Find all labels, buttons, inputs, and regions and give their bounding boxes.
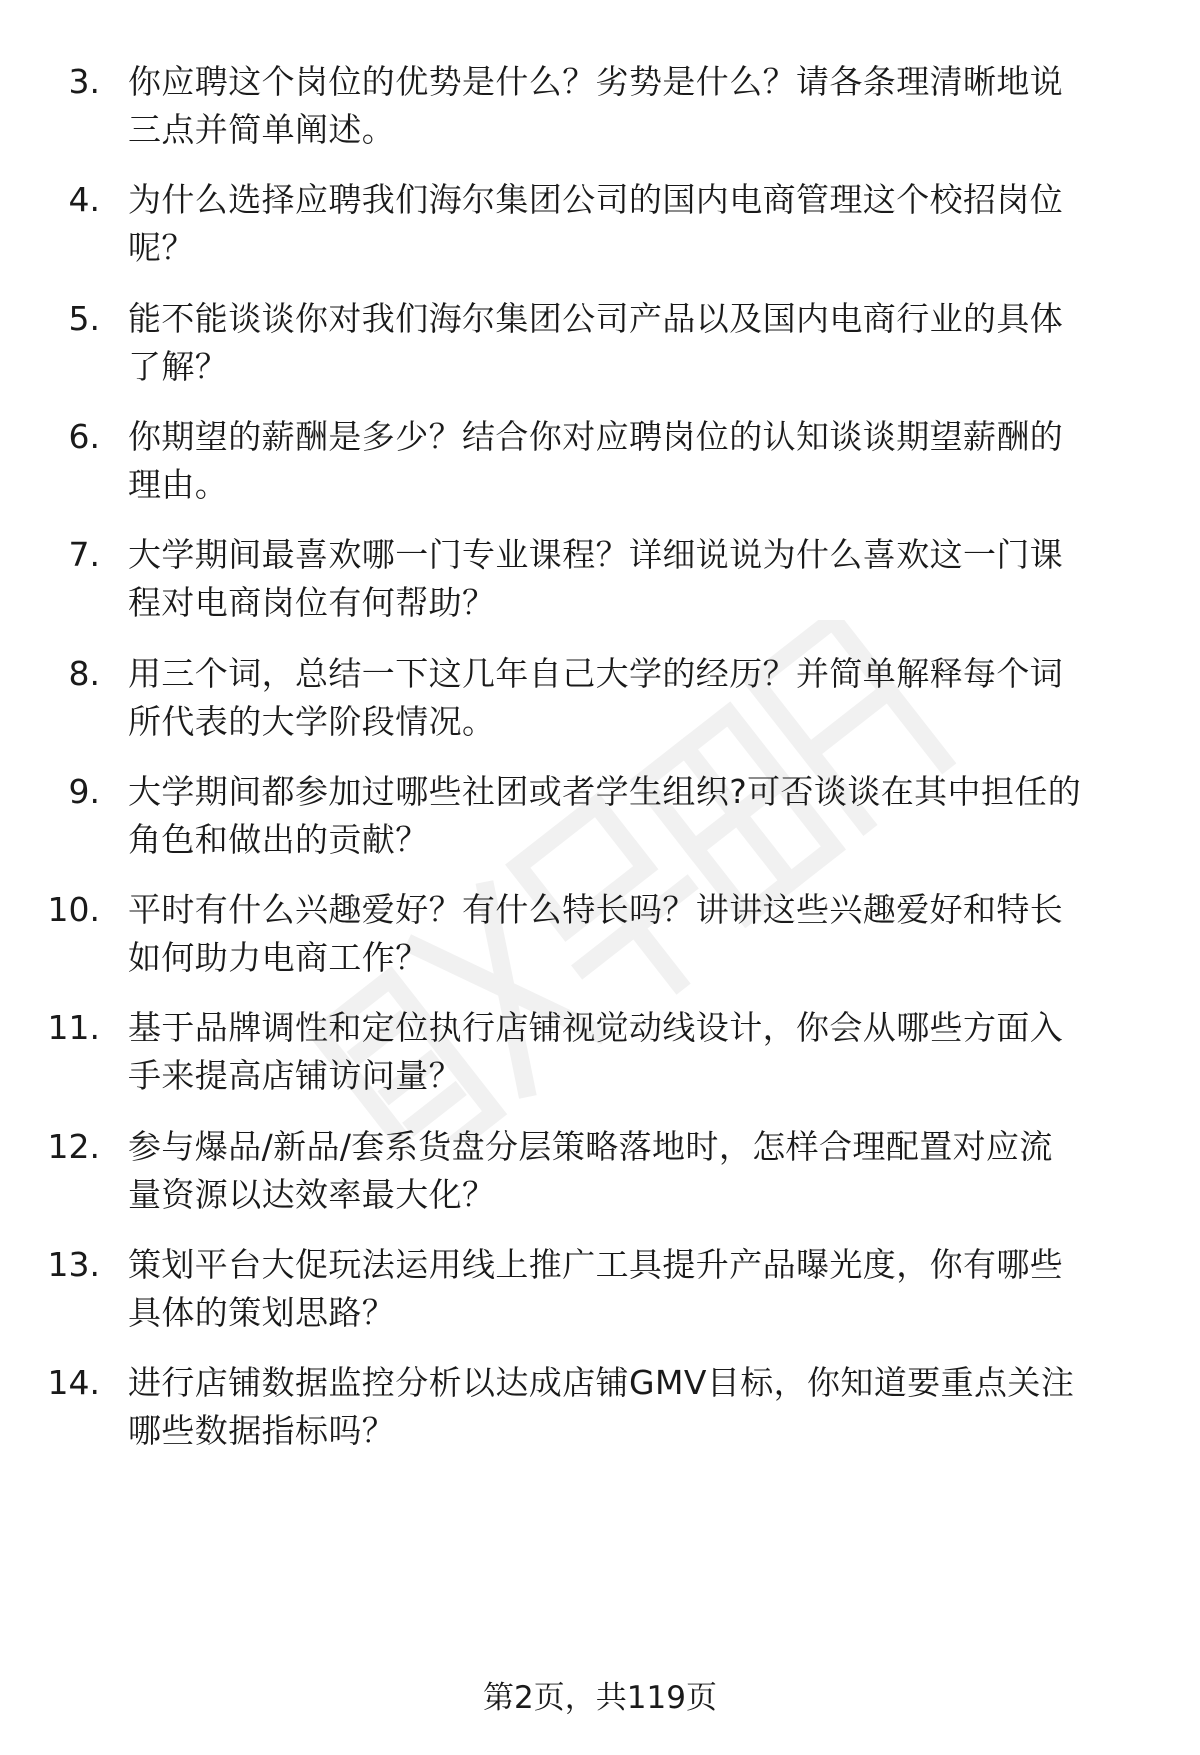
question-item [0, 886, 1200, 996]
question-text-line: 角色和做出的贡献？ [128, 820, 429, 859]
question-text [128, 531, 1158, 627]
question-text [128, 58, 1158, 154]
question-item [0, 1123, 1200, 1233]
question-text-line: 量资源以达效率最大化？ [128, 1175, 496, 1214]
page-number: 第2页，共119页 [483, 1680, 717, 1716]
question-text [128, 295, 1158, 391]
question-number: 10. [47, 890, 100, 929]
question-text [128, 1123, 1158, 1219]
question-item [0, 531, 1200, 641]
question-text-line: 大学期间都参加过哪些社团或者学生组织?可否谈谈在其中担任的 [128, 772, 1082, 811]
question-text [128, 768, 1158, 864]
question-text-line: 三点并简单阐述。 [128, 110, 396, 149]
question-number: 13. [47, 1245, 100, 1284]
question-item [0, 1359, 1200, 1469]
question-text-line: 进行店铺数据监控分析以达成店铺GMV目标，你知道要重点关注 [128, 1363, 1075, 1402]
question-text [128, 1241, 1158, 1337]
question-text [128, 176, 1158, 272]
question-number: 7. [68, 535, 100, 574]
question-item [0, 768, 1200, 878]
question-text [128, 413, 1158, 509]
question-text-line: 用三个词，总结一下这几年自己大学的经历？并简单解释每个词 [128, 654, 1064, 693]
question-text-line: 大学期间最喜欢哪一门专业课程？详细说说为什么喜欢这一门课 [128, 535, 1064, 574]
question-number: 5. [68, 299, 100, 338]
question-text-line: 策划平台大促玩法运用线上推广工具提升产品曝光度，你有哪些 [128, 1245, 1064, 1284]
question-number: 3. [68, 62, 100, 101]
question-number: 12. [47, 1127, 100, 1166]
question-item [0, 650, 1200, 760]
question-text-line: 你期望的薪酬是多少？结合你对应聘岗位的认知谈谈期望薪酬的 [128, 417, 1064, 456]
question-number: 4. [68, 180, 100, 219]
question-text [128, 650, 1158, 746]
question-item [0, 413, 1200, 523]
question-number: 8. [68, 654, 100, 693]
question-text [128, 1359, 1158, 1455]
question-number: 9. [68, 772, 100, 811]
question-text-line: 呢？ [128, 228, 195, 267]
question-item [0, 58, 1200, 168]
question-text-line: 平时有什么兴趣爱好？有什么特长吗？讲讲这些兴趣爱好和特长 [128, 890, 1064, 929]
question-text-line: 能不能谈谈你对我们海尔集团公司产品以及国内电商行业的具体 [128, 299, 1064, 338]
question-number: 6. [68, 417, 100, 456]
question-number: 14. [47, 1363, 100, 1402]
question-text-line: 如何助力电商工作？ [128, 938, 429, 977]
question-number: 11. [47, 1008, 100, 1047]
question-item [0, 295, 1200, 405]
question-text-line: 基于品牌调性和定位执行店铺视觉动线设计，你会从哪些方面入 [128, 1008, 1064, 1047]
question-text-line: 手来提高店铺访问量？ [128, 1056, 462, 1095]
question-text [128, 886, 1158, 982]
question-item [0, 176, 1200, 286]
question-text-line: 你应聘这个岗位的优势是什么？劣势是什么？请各条理清晰地说 [128, 62, 1064, 101]
question-item [0, 1004, 1200, 1114]
question-text-line: 所代表的大学阶段情况。 [128, 702, 496, 741]
question-text-line: 理由。 [128, 465, 229, 504]
question-text-line: 哪些数据指标吗？ [128, 1411, 396, 1450]
question-item [0, 1241, 1200, 1351]
question-text-line: 参与爆品/新品/套系货盘分层策略落地时，怎样合理配置对应流 [128, 1127, 1053, 1166]
question-text-line: 为什么选择应聘我们海尔集团公司的国内电商管理这个校招岗位 [128, 180, 1064, 219]
question-text-line: 具体的策划思路？ [128, 1293, 396, 1332]
question-text-line: 了解？ [128, 347, 229, 386]
question-text-line: 程对电商岗位有何帮助？ [128, 583, 496, 622]
question-text [128, 1004, 1158, 1100]
